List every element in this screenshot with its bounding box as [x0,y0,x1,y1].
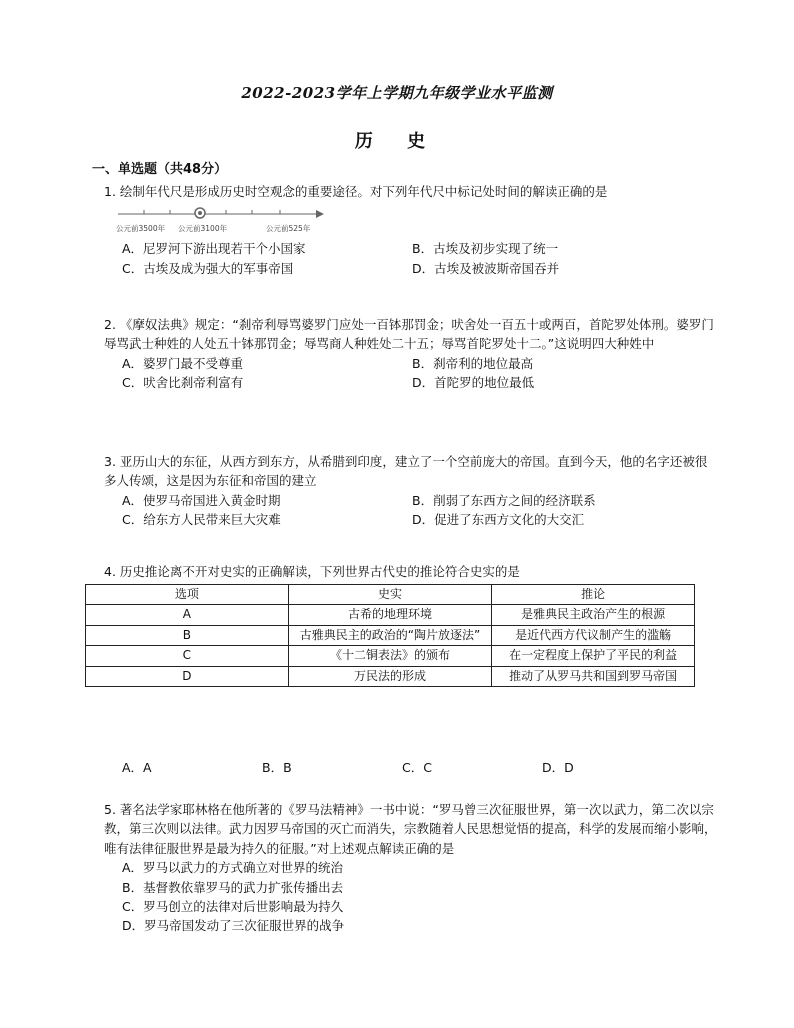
option-b[interactable]: B．削弱了东西方之间的经济联系 [412,492,596,508]
table-header-inference: 推论 [492,585,695,605]
subject-title: 历 史 [354,131,440,152]
timeline-arrow [316,210,324,218]
question-3-options [122,491,718,530]
timeline-label-1: 公元前3500年 [116,224,166,234]
question-5-stem: 5. 著名法学家耶林格在他所著的《罗马法精神》一书中说：“罗马曾三次征服世界，第一次以武力，第二次以宗教，第三次则以法律。武力因罗马帝国的灭亡而消失，宗教随着人民思想觉悟的提高，科学的发展而缩小影响，唯有法律征服世界是最为持久的征服。”对上述观点解读正确的是 [104,802,717,856]
option-c[interactable]: C．吠舍比刹帝利富有 [122,375,244,391]
question-4 [104,562,718,581]
option-c[interactable]: C．C [402,760,432,775]
table-cell: C [86,646,289,666]
table-cell: 万民法的形成 [288,666,492,686]
option-c[interactable]: C．罗马创立的法律对后世影响最为持久 [122,898,344,914]
timeline-label-2: 公元前3100年 [178,224,228,234]
option-a[interactable]: A．尼罗河下游出现若干个小国家 [122,241,306,257]
option-c[interactable]: C．古埃及成为强大的军事帝国 [122,260,294,276]
table-cell: 古雅典民主的政治的“陶片放逐法” [288,625,492,645]
table-row [86,625,695,645]
option-d[interactable]: D．首陀罗的地位最低 [412,375,535,391]
table-cell: D [86,666,289,686]
table-cell: B [86,625,289,645]
table-row [86,666,695,686]
option-b[interactable]: B．刹帝利的地位最高 [412,355,534,371]
question-1-stem: 1. 绘制年代尺是形成历史时空观念的重要途径。对下列年代尺中标记处时间的解读正确的是 [104,184,608,199]
option-a[interactable]: A．A [122,760,152,775]
section-title: 一、单选题（共48分） [92,162,228,177]
table-cell: A [86,605,289,625]
table-cell: 在一定程度上保护了平民的利益 [492,646,695,666]
question-5 [104,800,718,936]
question-3-stem: 3. 亚历山大的东征，从西方到东方，从希腊到印度，建立了一个空前庞大的帝国。直到今天，他的名字还被很多人传颂，这是因为东征和帝国的建立 [104,454,708,489]
question-4-answers [104,758,718,777]
table-header-option: 选项 [86,585,289,605]
question-2-options [122,354,718,393]
timeline-marker-dot [198,211,202,215]
option-a[interactable]: A．婆罗门最不受尊重 [122,355,244,371]
table-cell: 是近代西方代议制产生的滥觞 [492,625,695,645]
option-b[interactable]: B．古埃及初步实现了统一 [412,241,559,257]
timeline-label-3: 公元前525年 [266,224,311,234]
timeline-ruler-graphic [116,207,326,223]
question-1-options [122,239,718,278]
question-1 [104,182,718,278]
option-d[interactable]: D．罗马帝国发动了三次征服世界的战争 [122,918,345,934]
question-5-options [122,858,718,936]
option-c[interactable]: C．给东方人民带来巨大灾难 [122,512,281,528]
table-row [86,646,695,666]
question-4-stem: 4. 历史推论离不开对史实的正确解读，下列世界古代史的推论符合史实的是 [104,564,520,579]
table-cell: 是雅典民主政治产生的根源 [492,605,695,625]
option-d[interactable]: D．促进了东西方文化的大交汇 [412,512,585,528]
question-2 [104,315,718,393]
table-header-row [86,585,695,605]
question-2-stem: 2. 《摩奴法典》规定：“刹帝利辱骂婆罗门应处一百钵那罚金；吠舍处一百五十或两百，首陀罗处体刑。婆罗门辱骂武士种姓的人处五十钵那罚金；辱骂商人种姓处二十五；辱骂首陀罗处十二。”这说明四大种姓中 [104,317,714,352]
option-d[interactable]: D．古埃及被波斯帝国吞并 [412,260,560,276]
option-b[interactable]: B．B [262,760,292,775]
table-cell: 《十二铜表法》的颁布 [288,646,492,666]
table-cell: 推动了从罗马共和国到罗马帝国 [492,666,695,686]
option-b[interactable]: B．基督教依靠罗马的武力扩张传播出去 [122,879,344,895]
option-a[interactable]: A．使罗马帝国进入黄金时期 [122,492,281,508]
question-4-table [85,584,695,687]
option-d[interactable]: D．D [542,760,574,775]
exam-title: 2022-2023学年上学期九年级学业水平监测 [241,84,553,102]
question-3 [104,452,718,530]
question-4-options [122,758,718,777]
table-cell: 古希的地理环境 [288,605,492,625]
table-row [86,605,695,625]
option-a[interactable]: A．罗马以武力的方式确立对世界的统治 [122,860,344,876]
table-header-fact: 史实 [288,585,492,605]
timeline-ruler [116,207,336,235]
